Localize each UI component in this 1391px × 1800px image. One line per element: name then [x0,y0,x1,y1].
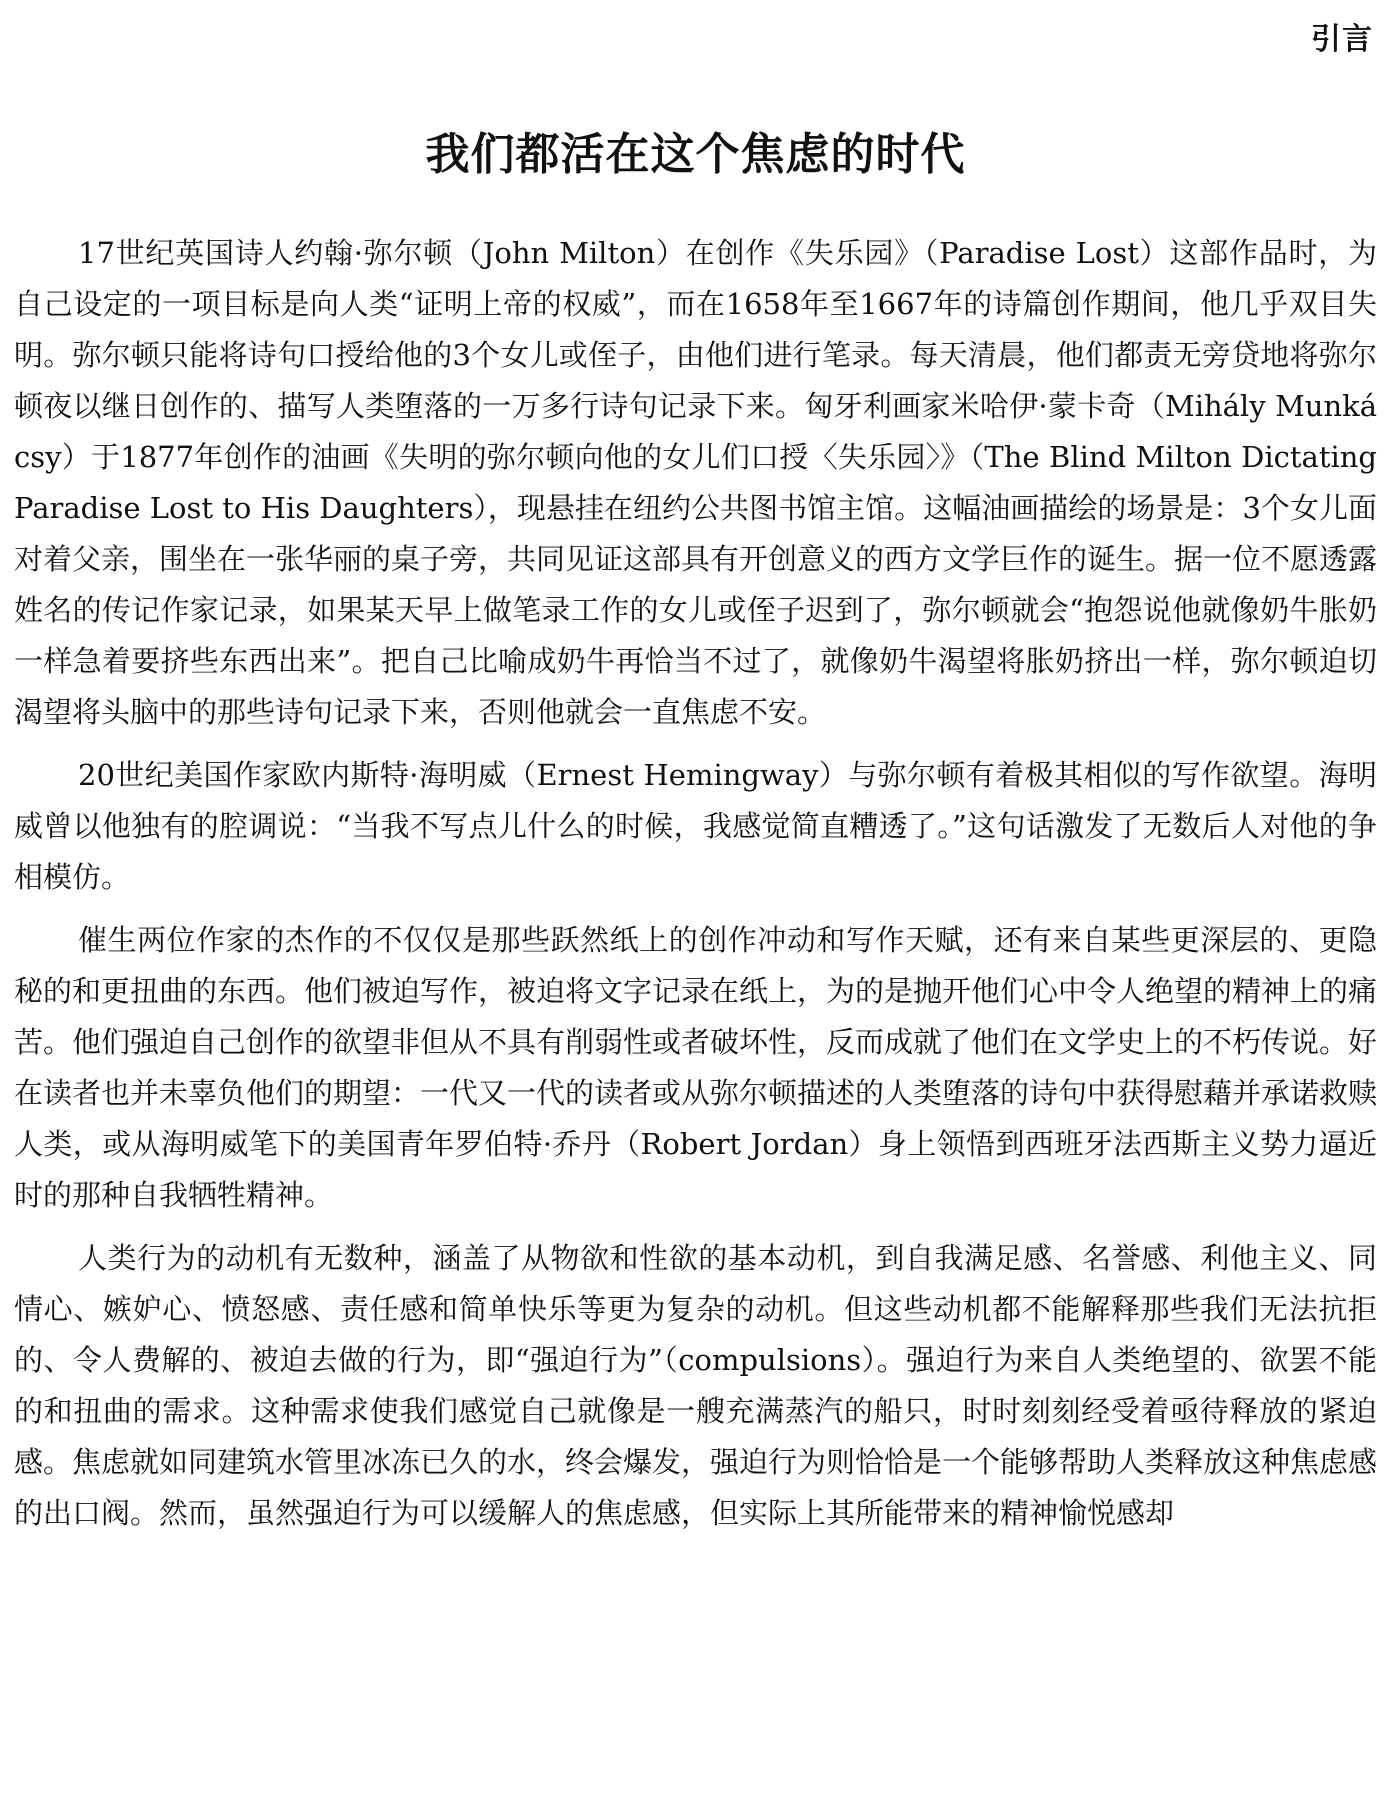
paragraph: 20世纪美国作家欧内斯特·海明威（Ernest Hemingway）与弥尔顿有着极其相似的写作欲望。海明威曾以他独有的腔调说：“当我不写点儿什么的时候，我感觉简直糟透了。”这句话激发了无数后人对他的争相模仿。 [14,758,1377,894]
chapter-title: 我们都活在这个焦虑的时代 [425,129,966,180]
paragraph: 人类行为的动机有无数种，涵盖了从物欲和性欲的基本动机，到自我满足感、名誉感、利他主义、同情心、嫉妒心、愤怒感、责任感和简单快乐等更为复杂的动机。但这些动机都不能解释那些我们无法抗拒的、令人费解的、被迫去做的行为，即“强迫行为”（compulsions）。强迫行为来自人类绝望的、欲罢不能的和扭曲的需求。这种需求使我们感觉自己就像是一艘充满蒸汽的船只，时时刻刻经受着亟待释放的紧迫感。焦虑就如同建筑水管里冰冻已久的水，终会爆发，强迫行为则恰恰是一个能够帮助人类释放这种焦虑感的出口阀。然而，虽然强迫行为可以缓解人的焦虑感，但实际上其所能带来的精神愉悦感却 [14,1241,1378,1530]
body-text [14,228,1377,1551]
paragraph: 催生两位作家的杰作的不仅仅是那些跃然纸上的创作冲动和写作天赋，还有来自某些更深层的、更隐秘的和更扭曲的东西。他们被迫写作，被迫将文字记录在纸上，为的是抛开他们心中令人绝望的精神上的痛苦。他们强迫自己创作的欲望非但从不具有削弱性或者破坏性，反而成就了他们在文学史上的不朽传说。好在读者也并未辜负他们的期望：一代又一代的读者或从弥尔顿描述的人类堕落的诗句中获得慰藉并承诺救赎人类，或从海明威笔下的美国青年罗伯特·乔丹（Robert Jordan）身上领悟到西班牙法西斯主义势力逼近时的那种自我牺牲精神。 [14,923,1378,1212]
running-head: 引言 [1311,22,1373,57]
paragraph: 17世纪英国诗人约翰·弥尔顿（John Milton）在创作《失乐园》（Paradise Lost）这部作品时，为自己设定的一项目标是向人类“证明上帝的权威”，而在1658年至1667年的诗篇创作期间，他几乎双目失明。弥尔顿只能将诗句口授给他的3个女儿或侄子，由他们进行笔录。每天清晨，他们都责无旁贷地将弥尔顿夜以继日创作的、描写人类堕落的一万多行诗句记录下来。匈牙利画家米哈伊·蒙卡奇（Mihály Munkácsy）于1877年创作的油画《失明的弥尔顿向他的女儿们口授〈失乐园〉》（The Blind Milton Dictating Paradise Lost to His Daughters），现悬挂在纽约公共图书馆主馆。这幅油画描绘的场景是：3个女儿面对着父亲，围坐在一张华丽的桌子旁，共同见证这部具有开创意义的西方文学巨作的诞生。据一位不愿透露姓名的传记作家记录，如果某天早上做笔录工作的女儿或侄子迟到了，弥尔顿就会“抱怨说他就像奶牛胀奶一样急着要挤些东西出来”。把自己比喻成奶牛再恰当不过了，就像奶牛渴望将胀奶挤出一样，弥尔顿迫切渴望将头脑中的那些诗句记录下来，否则他就会一直焦虑不安。 [14,236,1378,729]
